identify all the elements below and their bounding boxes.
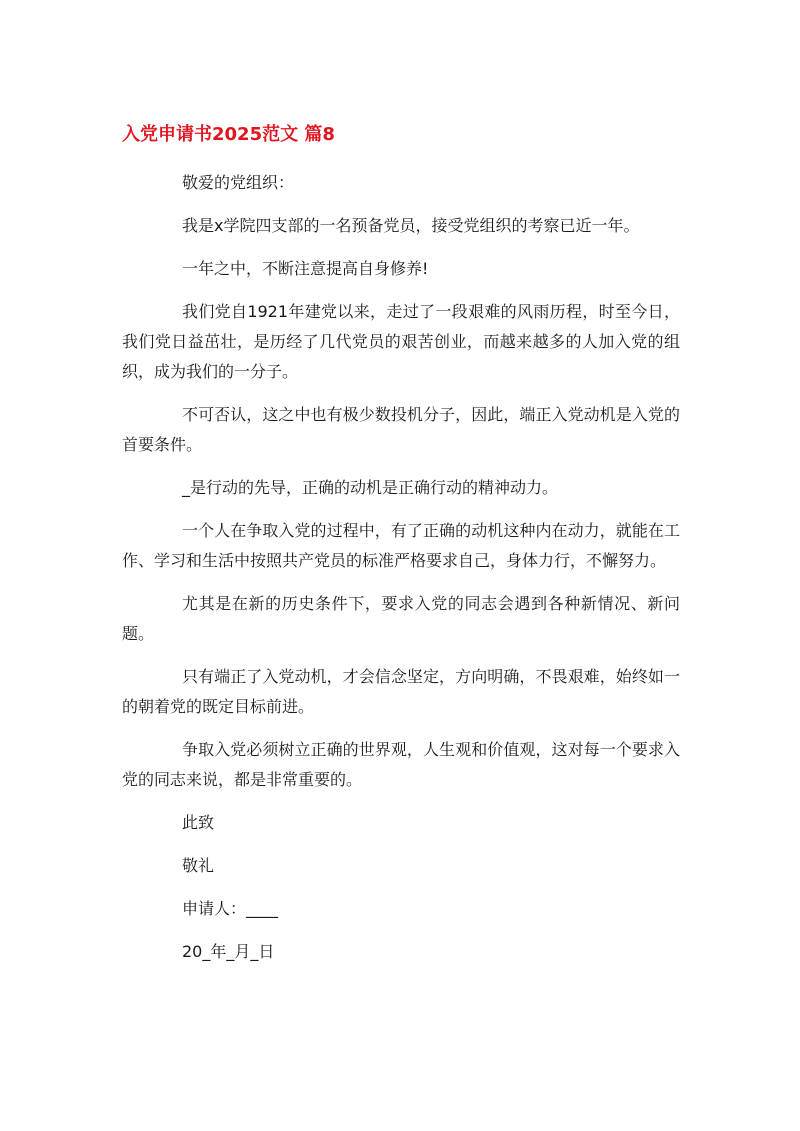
document-title: 入党申请书2025范文 篇8 (122, 124, 335, 145)
date-line: 20_年_月_日 (182, 942, 275, 961)
applicant-line: 申请人：____ (182, 899, 279, 918)
paragraph-motivation: 不可否认，这之中也有极少数投机分子，因此，端正入党动机是入党的首要条件。 (122, 405, 680, 454)
paragraph-new-conditions: 尤其是在新的历史条件下，要求入党的同志会遇到各种新情况、新问题。 (122, 594, 680, 643)
closing-jingli: 敬礼 (182, 856, 215, 875)
paragraph-intro: 我是x学院四支部的一名预备党员，接受党组织的考察已近一年。 (182, 216, 640, 235)
paragraph-inner-drive: 一个人在争取入党的过程中，有了正确的动机这种内在动力，就能在工作、学习和生活中按照共产党员的标准严格要求自己，身体力行，不懈努力。 (122, 521, 680, 570)
paragraph-party-history: 我们党自1921年建党以来，走过了一段艰难的风雨历程，时至今日，我们党日益茁壮，是历经了几代党员的艰苦创业，而越来越多的人加入党的组织，成为我们的一分子。 (122, 302, 680, 381)
paragraph-guide: _是行动的先导，正确的动机是正确行动的精神动力。 (182, 478, 559, 497)
document-body (122, 168, 680, 980)
paragraph-firm-belief: 只有端正了入党动机，才会信念坚定，方向明确，不畏艰难，始终如一的朝着党的既定目标前进。 (122, 667, 680, 716)
salutation: 敬爱的党组织： (182, 173, 295, 192)
closing-cizhi: 此致 (182, 813, 215, 832)
paragraph-worldview: 争取入党必须树立正确的世界观，人生观和价值观，这对每一个要求入党的同志来说，都是非常重要的。 (122, 740, 680, 789)
paragraph-self-cultivation: 一年之中，不断注意提高自身修养! (182, 259, 429, 278)
